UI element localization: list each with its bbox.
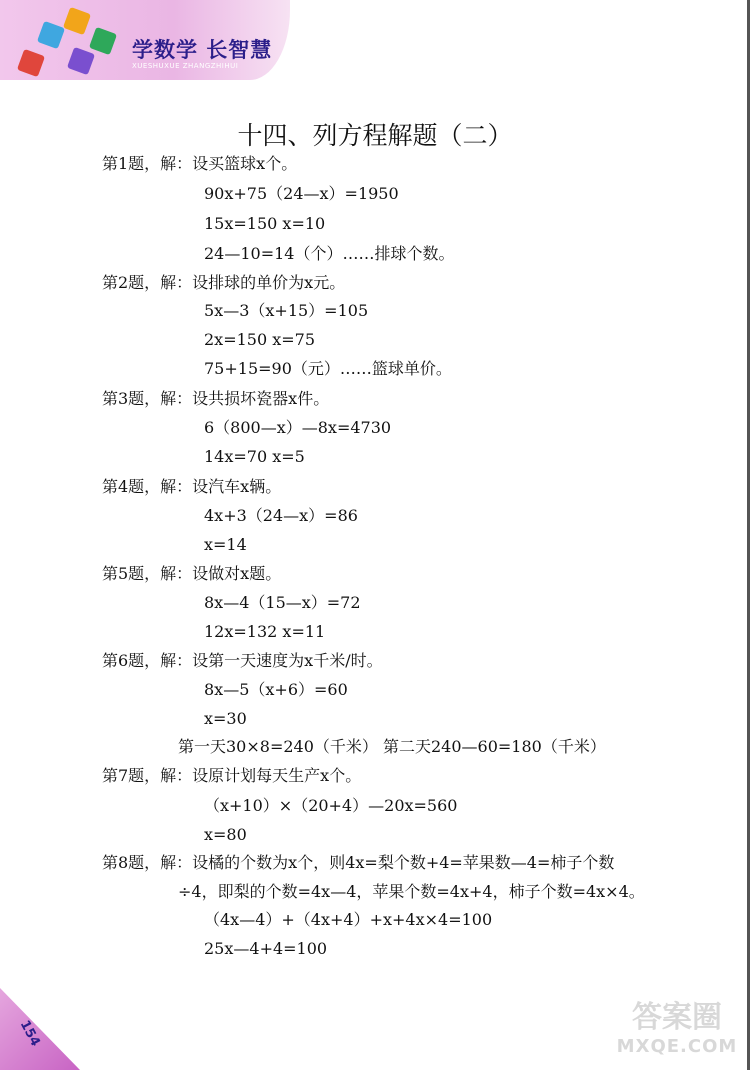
- cube-decoration: [63, 7, 91, 35]
- solution-line: （4x—4）+（4x+4）+x+4x×4=100: [204, 910, 493, 929]
- question-heading: 第2题，解：设排球的单价为x元。: [102, 273, 346, 292]
- solution-line: 90x+75（24—x）=1950: [204, 184, 399, 203]
- question-heading: 第6题，解：设第一天速度为x千米/时。: [102, 651, 383, 670]
- solution-line: 14x=70 x=5: [204, 447, 305, 466]
- banner-title: 学数学 长智慧: [132, 38, 273, 62]
- solution-line: 25x—4+4=100: [204, 939, 328, 958]
- question-heading: 第3题，解：设共损坏瓷器x件。: [102, 389, 330, 408]
- watermark: [612, 1000, 742, 1064]
- solution-line: （x+10）×（20+4）—20x=560: [204, 796, 458, 815]
- solution-line: 12x=132 x=11: [204, 622, 326, 641]
- cube-decoration: [37, 21, 65, 49]
- solution-line: 75+15=90（元）……篮球单价。: [204, 359, 452, 378]
- solution-line: x=80: [204, 825, 247, 844]
- question-heading: 第4题，解：设汽车x辆。: [102, 477, 282, 496]
- solution-line: 2x=150 x=75: [204, 330, 316, 349]
- watermark-bottom: MXQE.COM: [616, 1036, 738, 1057]
- cube-decoration: [17, 49, 45, 77]
- solution-line: 8x—4（15—x）=72: [204, 593, 361, 612]
- solution-line: ÷4，即梨的个数=4x—4，苹果个数=4x+4，柿子个数=4x×4。: [178, 882, 645, 901]
- solution-line: 4x+3（24—x）=86: [204, 506, 358, 525]
- page-title: 十四、列方程解题（二）: [237, 121, 513, 150]
- header-banner: [0, 0, 290, 80]
- solution-line: 6（800—x）—8x=4730: [204, 418, 392, 437]
- question-heading: 第1题，解：设买篮球x个。: [102, 154, 298, 173]
- question-heading: 第5题，解：设做对x题。: [102, 564, 282, 583]
- question-heading: 第8题，解：设橘的个数为x个，则4x=梨个数+4=苹果数—4=柿子个数: [102, 853, 615, 872]
- solution-line: 第一天30×8=240（千米） 第二天240—60=180（千米）: [178, 737, 606, 756]
- cube-decoration: [89, 27, 117, 55]
- solution-line: 8x—5（x+6）=60: [204, 680, 348, 699]
- corner-decoration: [0, 988, 80, 1070]
- solution-line: 5x—3（x+15）=105: [204, 301, 369, 320]
- solution-line: x=14: [204, 535, 247, 554]
- cube-decoration: [67, 47, 95, 75]
- watermark-top: 答案圈: [632, 1000, 722, 1035]
- solution-line: 24—10=14（个）……排球个数。: [204, 244, 455, 263]
- page-number: 154: [16, 1018, 43, 1050]
- banner-subtitle: XUESHUXUE ZHANGZHIHUI: [132, 62, 239, 70]
- solution-line: 15x=150 x=10: [204, 214, 326, 233]
- solution-line: x=30: [204, 709, 247, 728]
- question-heading: 第7题，解：设原计划每天生产x个。: [102, 766, 362, 785]
